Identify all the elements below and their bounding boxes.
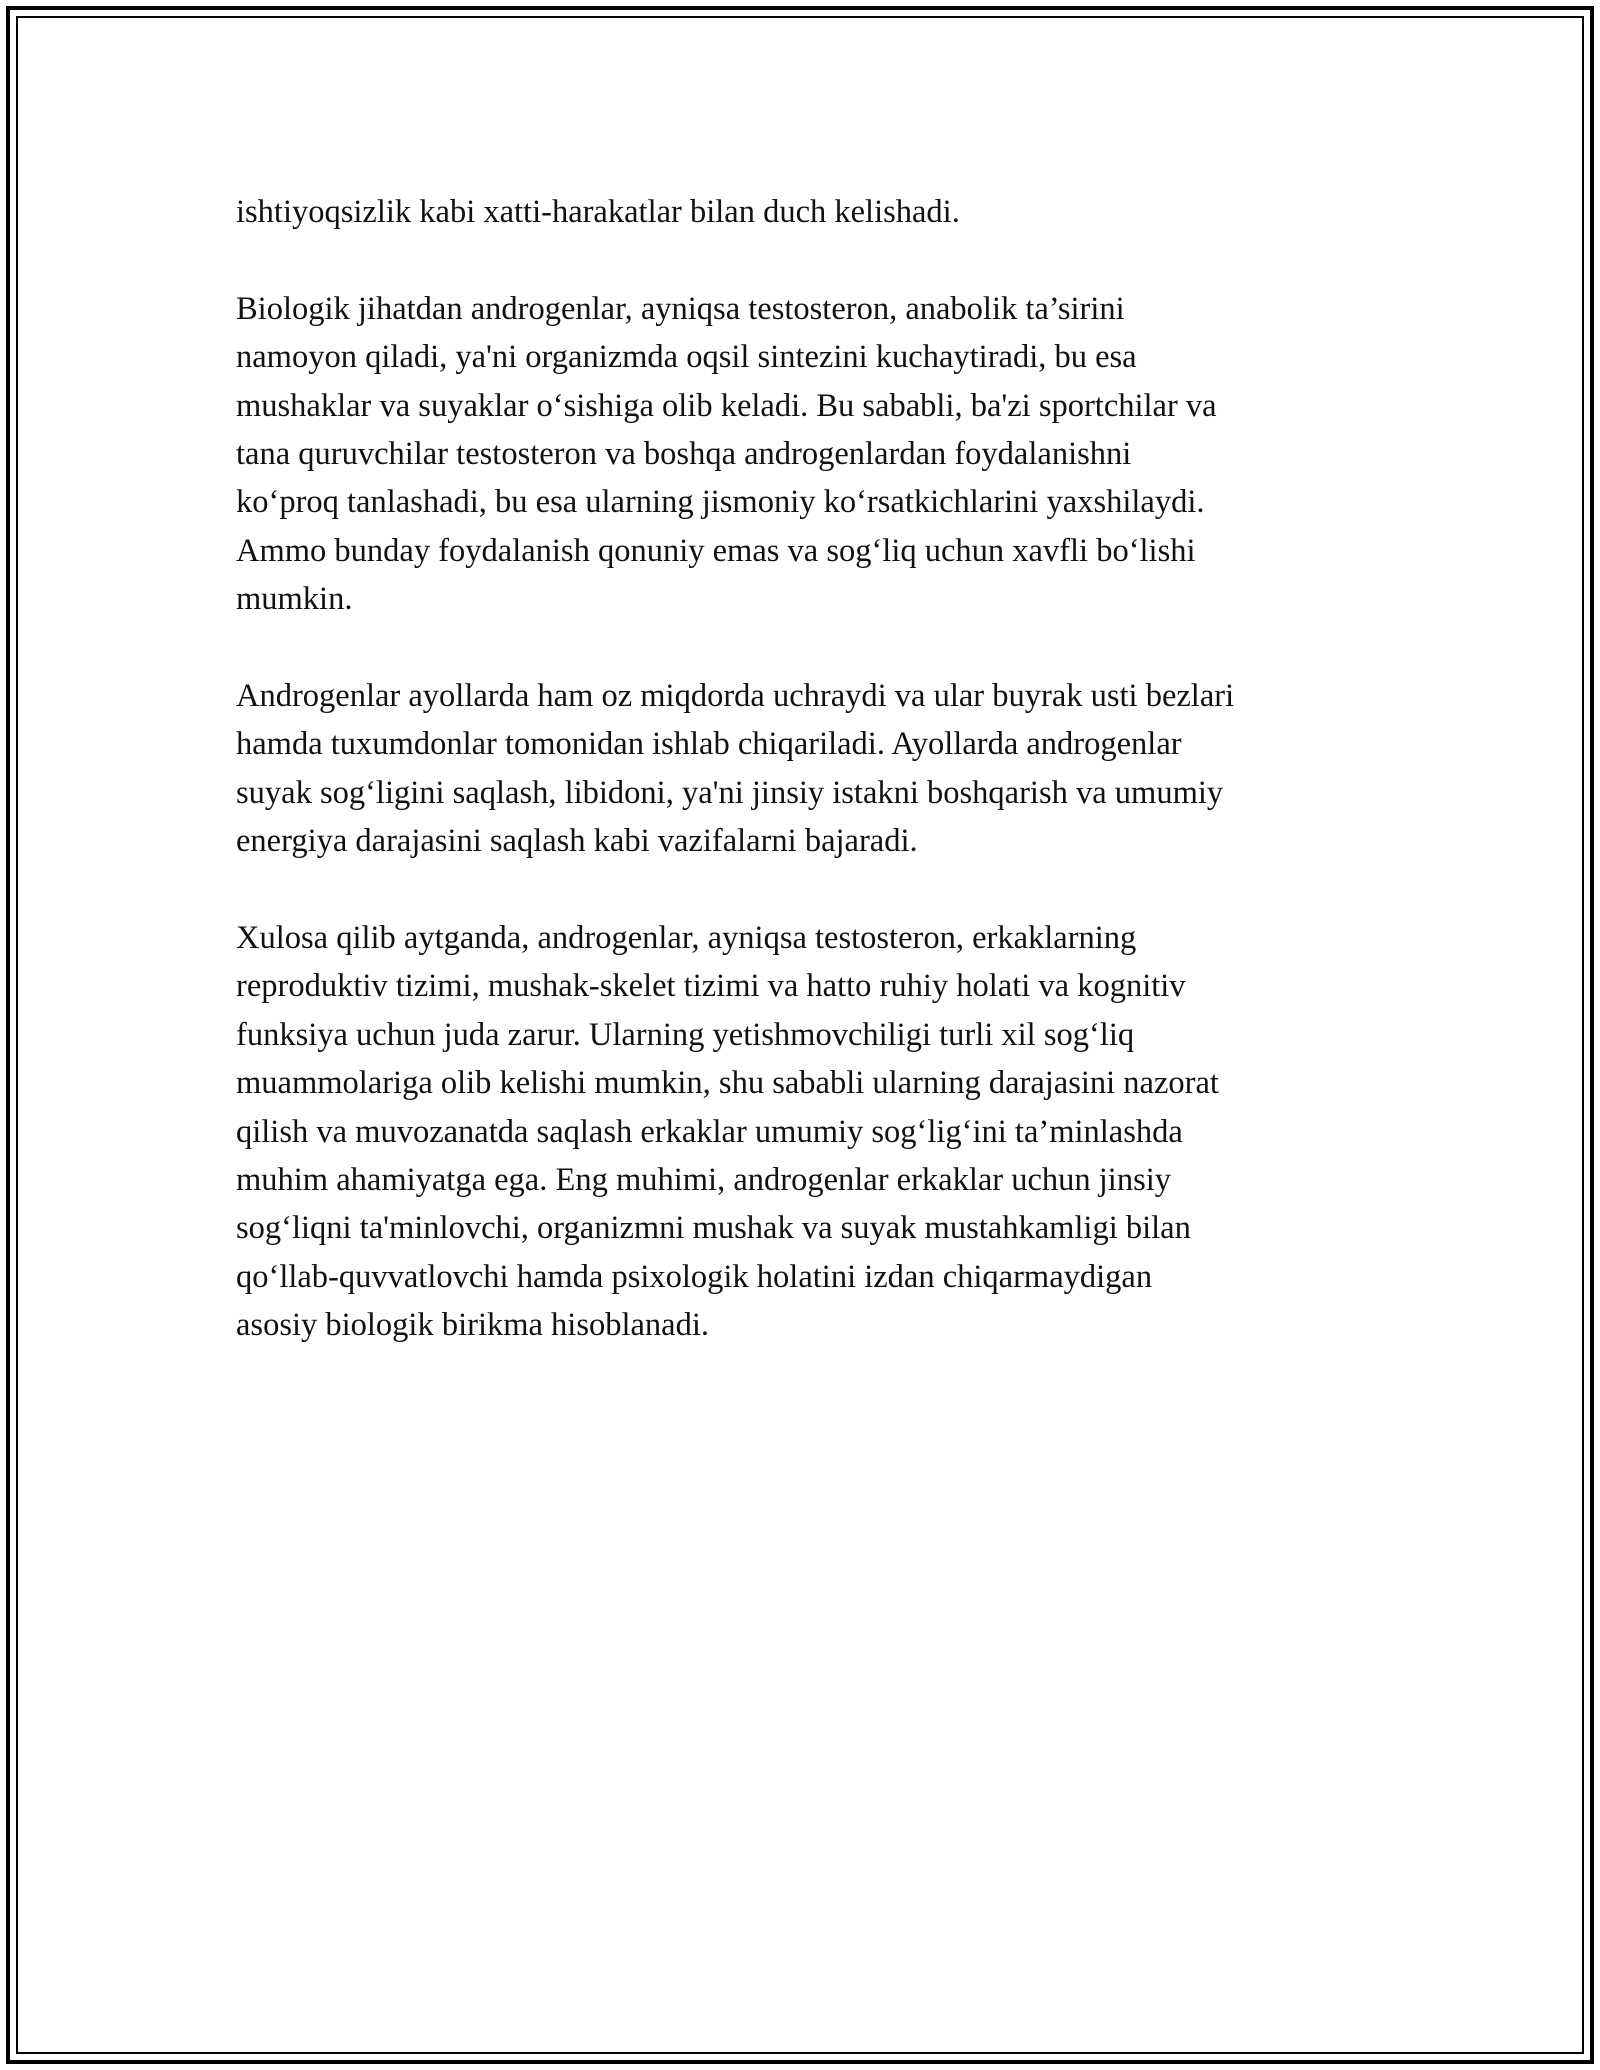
text-line: energiya darajasini saqlash kabi vazifalarni bajaradi. <box>236 823 918 860</box>
text-line: tana quruvchilar testosteron va boshqa androgenlardan foydalanishni <box>236 436 1132 473</box>
text-line: muammolariga olib kelishi mumkin, shu sababli ularning darajasini nazorat <box>236 1065 1219 1102</box>
text-line: qo‘llab-quvvatlovchi hamda psixologik holatini izdan chiqarmaydigan <box>236 1258 1153 1295</box>
text-line: sog‘liqni ta'minlovchi, organizmni mushak va suyak mustahkamligi bilan <box>236 1210 1191 1247</box>
text-line: suyak sog‘ligini saqlash, libidoni, ya'ni jinsiy istakni boshqarish va umumiy <box>236 774 1224 811</box>
document-body <box>236 188 1376 1398</box>
text-line: asosiy biologik birikma hisoblanadi. <box>236 1307 710 1344</box>
text-line: hamda tuxumdonlar tomonidan ishlab chiqariladi. Ayollarda androgenlar <box>236 726 1182 763</box>
paragraph-biological-role <box>236 285 1376 624</box>
text-line: mushaklar va suyaklar o‘sishiga olib keladi. Bu sababli, ba'zi sportchilar va <box>236 387 1217 424</box>
text-line: ishtiyoqsizlik kabi xatti-harakatlar bilan duch kelishadi. <box>236 194 960 230</box>
text-line: mumkin. <box>236 581 353 618</box>
text-line: Xulosa qilib aytganda, androgenlar, ayniqsa testosteron, erkaklarning <box>236 920 1137 957</box>
text-line: muhim ahamiyatga ega. Eng muhimi, androgenlar erkaklar uchun jinsiy <box>236 1162 1172 1199</box>
text-line: namoyon qiladi, ya'ni organizmda oqsil sintezini kuchaytiradi, bu esa <box>236 339 1137 376</box>
text-line: qilish va muvozanatda saqlash erkaklar umumiy sog‘lig‘ini ta’minlashda <box>236 1113 1183 1150</box>
paragraph-conclusion <box>236 914 1376 1350</box>
paragraph-androgens-in-women <box>236 672 1376 866</box>
text-line: Ammo bunday foydalanish qonuniy emas va sog‘liq uchun xavfli bo‘lishi <box>236 532 1196 569</box>
text-line: ko‘proq tanlashadi, bu esa ularning jismoniy ko‘rsatkichlarini yaxshilaydi. <box>236 484 1205 521</box>
paragraph-continuation <box>236 188 1376 236</box>
text-line: reproduktiv tizimi, mushak-skelet tizimi va hatto ruhiy holati va kognitiv <box>236 968 1186 1005</box>
text-line: Androgenlar ayollarda ham oz miqdorda uchraydi va ular buyrak usti bezlari <box>236 678 1235 715</box>
text-line: funksiya uchun juda zarur. Ularning yetishmovchiligi turli xil sog‘liq <box>236 1016 1135 1053</box>
text-line: Biologik jihatdan androgenlar, ayniqsa testosteron, anabolik ta’sirini <box>236 290 1125 327</box>
